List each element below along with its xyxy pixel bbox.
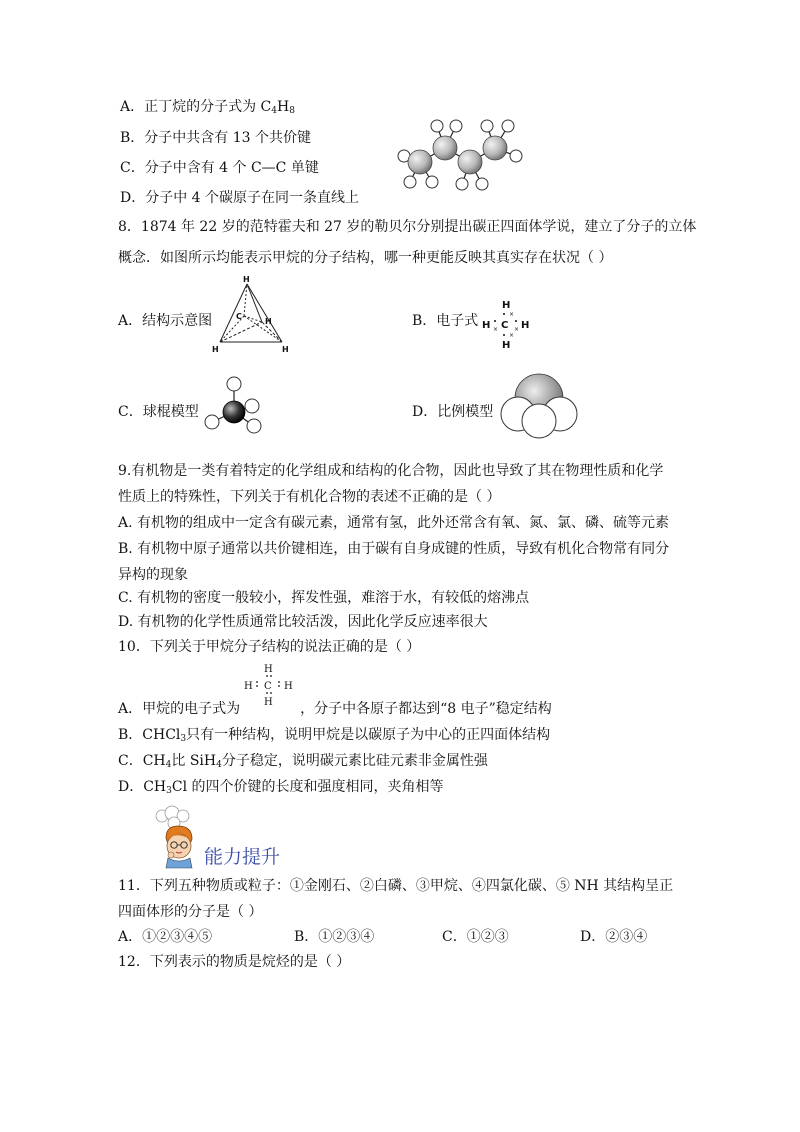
- lewis-h-bottom: H: [264, 697, 273, 708]
- section-title-ability: 能力提升: [204, 846, 281, 868]
- label-h-right: H: [282, 345, 289, 354]
- q9-stem-line1: 9.有机物是一类有着特定的化学组成和结构的化合物，因此也导致了其在物理性质和化学: [118, 463, 664, 479]
- h-atom: [456, 178, 468, 190]
- svg-text:×: ×: [514, 326, 520, 333]
- q8-option-a: A．结构示意图: [118, 313, 213, 329]
- q10-stem: 10．下列关于甲烷分子结构的说法正确的是（ ）: [118, 639, 421, 655]
- q9-option-b-line1: B. 有机物中原子通常以共价键相连，由于碳有自身成键的性质，导致有机化合物常有同分: [118, 541, 670, 557]
- q7-option-a: A．正丁烷的分子式为 $C_4H_8$: [120, 99, 295, 116]
- methane-ball-stick-model: [200, 374, 265, 438]
- q8-option-d: D．比例模型: [412, 404, 494, 420]
- q9-stem-line2: 性质上的特殊性，下列关于有机化合物的表述不正确的是（ ）: [118, 489, 501, 505]
- q10-option-d: D．$CH_3Cl$ 的四个价键的长度和强度相同，夹角相等: [118, 779, 444, 796]
- q8-option-b: B．电子式: [412, 313, 479, 329]
- q7-option-c: C．分子中含有 4 个 C—C 单键: [120, 160, 319, 176]
- q11-stem-line1: 11．下列五种物质或粒子：①金刚石、②白磷、③甲烷、④四氯化碳、⑤ NH 其结构呈正: [118, 878, 674, 894]
- q10-option-c: C．$CH_4$比 SiH$_4$分子稳定，说明碳元素比硅元素非金属性强: [118, 753, 488, 770]
- q11-option-a: A．①②③④⑤: [118, 929, 213, 945]
- c-atom: [408, 150, 432, 174]
- dot-h-top: H: [502, 300, 511, 311]
- svg-text:×: ×: [509, 332, 515, 339]
- h-atom: [245, 399, 259, 413]
- h-atom: [510, 150, 522, 162]
- q8-stem-line2: 概念．如图所示均能表示甲烷的分子结构，哪一种更能反映其真实存在状况（ ）: [118, 250, 613, 266]
- q9-option-c: C. 有机物的密度一般较小，挥发性强，难溶于水，有较低的熔沸点: [118, 590, 530, 606]
- methane-electron-dot-formula: [480, 296, 532, 354]
- lewis-h-left: H: [244, 681, 253, 692]
- c-atom: [458, 150, 482, 174]
- h-atom: [476, 178, 488, 190]
- q10-option-a: A．甲烷的电子式为 ，分子中各原子都达到“8 电子”稳定结构: [118, 701, 552, 717]
- h-atom: [426, 176, 438, 188]
- dot-c: C: [501, 320, 509, 331]
- q11-option-c: C．①②③: [442, 929, 509, 945]
- h-atom: [205, 415, 219, 429]
- lewis-h-top: H: [264, 664, 273, 675]
- q11-option-b: B．①②③④: [294, 929, 375, 945]
- dot-h-right: H: [521, 320, 530, 331]
- svg-text:×: ×: [509, 311, 515, 318]
- q8-option-c: C．球棍模型: [118, 404, 199, 420]
- h-atom: [431, 120, 443, 132]
- q11-option-d: D．②③④: [580, 929, 648, 945]
- methane-tetrahedron-diagram: [210, 272, 295, 354]
- q9-option-d: D. 有机物的化学性质通常比较活泼，因此化学反应速率很大: [118, 614, 488, 630]
- q8-stem-line1: 8．1874 年 22 岁的范特霍夫和 27 岁的勒贝尔分别提出碳正四面体学说，建立了分子的立体: [118, 219, 697, 235]
- c-atom: [223, 401, 245, 423]
- thinking-student-icon: [154, 808, 206, 868]
- label-h-back: H: [265, 317, 272, 326]
- label-c: C: [236, 312, 242, 321]
- label-h-left: H: [212, 345, 219, 354]
- h-sphere: [522, 404, 556, 438]
- h-atom: [247, 419, 261, 433]
- q11-stem-line2: 四面体形的分子是（ ）: [118, 904, 263, 920]
- q10-option-b: B．CHCl$_3$只有一种结构，说明甲烷是以碳原子为中心的正四面体结构: [118, 727, 551, 744]
- dot-h-left: H: [482, 320, 491, 331]
- q7-option-b: B．分子中共含有 13 个共价键: [120, 130, 312, 146]
- lewis-h-right: H: [284, 681, 293, 692]
- q12-stem: 12．下列表示的物质是烷烃的是（ ）: [118, 954, 351, 970]
- h-atom: [404, 176, 416, 188]
- dot-h-bottom: H: [502, 340, 511, 351]
- q9-option-b-line2: 异构的现象: [118, 567, 188, 583]
- svg-text:×: ×: [493, 326, 499, 333]
- c-atom: [433, 136, 457, 160]
- butane-ball-stick-model: [390, 110, 530, 195]
- q9-option-a: A. 有机物的组成中一定含有碳元素，通常有氢，此外还常含有氧、氮、氯、磷、硫等元素: [118, 515, 670, 531]
- methane-space-filling-model: [498, 372, 580, 442]
- h-atom: [481, 120, 493, 132]
- c-atom: [483, 136, 507, 160]
- lewis-c: C: [264, 681, 272, 692]
- label-h-top: H: [243, 275, 250, 284]
- h-atom: [502, 120, 514, 132]
- h-atom: [227, 377, 241, 391]
- h-atom: [450, 120, 462, 132]
- q7-option-d: D．分子中 4 个碳原子在同一条直线上: [120, 190, 360, 206]
